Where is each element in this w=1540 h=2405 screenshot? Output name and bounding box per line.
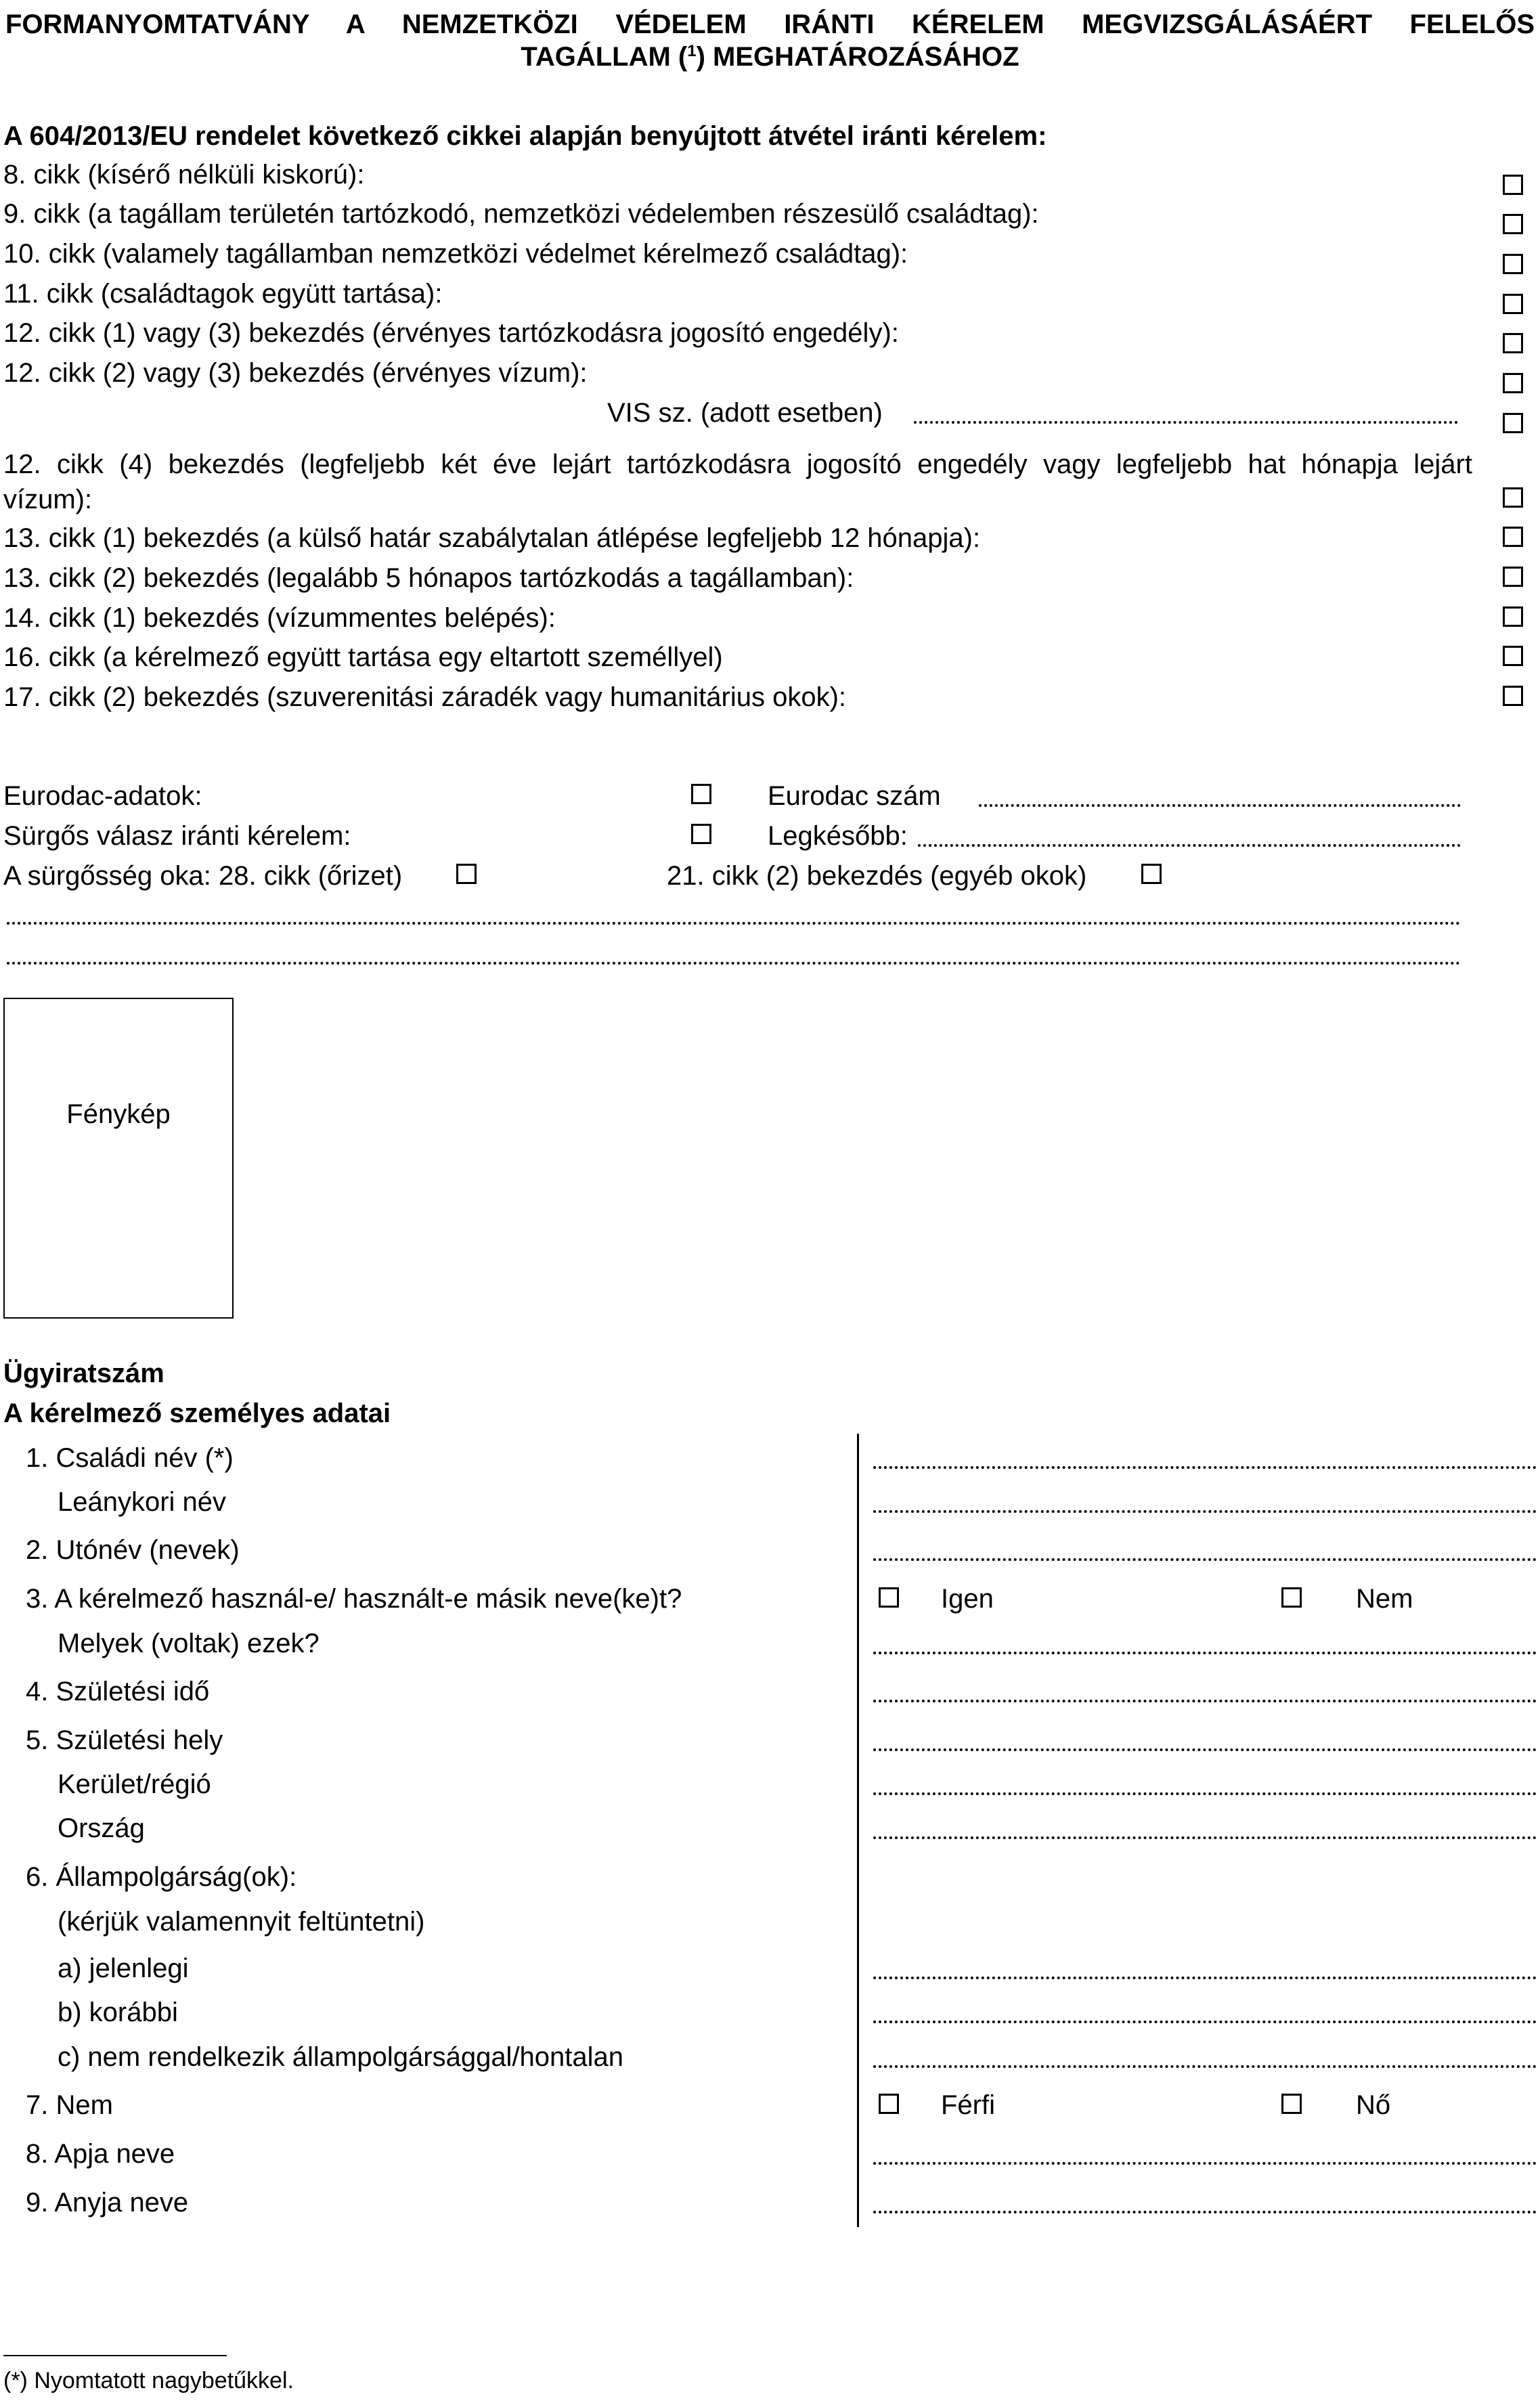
nationality-label: 6. Állampolgárság(ok): [26,1862,297,1892]
checkbox-article-12-2[interactable] [1503,373,1523,393]
article-9: 9. cikk (a tagállam területén tartózkodó, nemzetközi védelemben részesülő családtag): [3,199,1039,229]
stateless-label: c) nem rendelkezik állampolgársággal/hontalan [58,2042,624,2072]
reason-line-2[interactable] [7,962,1461,965]
mother-name-field[interactable] [873,2211,1537,2213]
father-name-label: 8. Apja neve [26,2139,175,2169]
district-region-label: Kerület/régió [58,1769,211,1799]
urgency-reason-label: A sürgősség oka: 28. cikk (őrizet) [3,861,403,891]
country-field[interactable] [873,1836,1537,1839]
checkbox-article-14-1[interactable] [1503,606,1523,627]
article-14-1: 14. cikk (1) bekezdés (vízummentes belépés): [3,603,556,633]
checkbox-urgent-reply[interactable] [691,824,711,844]
father-name-field[interactable] [873,2162,1537,2165]
option-yes-label: Igen [941,1584,994,1614]
checkbox-article-10[interactable] [1503,254,1523,274]
article-8: 8. cikk (kísérő nélküli kiskorú): [3,160,365,190]
photo-label: Fénykép [66,1099,171,1129]
maiden-name-label: Leánykori név [58,1487,227,1517]
eurodac-number-field[interactable] [979,804,1461,807]
nationality-previous-field[interactable] [873,2021,1537,2023]
photo-box [3,998,234,1319]
column-divider [857,1434,859,2227]
family-name-label: 1. Családi név (*) [26,1443,234,1473]
checkbox-article-13-2[interactable] [1503,567,1523,587]
checkbox-vis[interactable] [1503,413,1523,433]
checkbox-article-16[interactable] [1503,646,1523,666]
checkbox-other-names-yes[interactable] [879,1587,899,1608]
article-12-1: 12. cikk (1) vagy (3) bekezdés (érvényes tartózkodásra jogosító engedély): [3,318,899,348]
vis-number-field[interactable] [914,421,1458,424]
birth-place-field[interactable] [873,1748,1537,1751]
checkbox-article-12-4[interactable] [1503,487,1523,508]
article-13-2: 13. cikk (2) bekezdés (legalább 5 hónapos tartózkodás a tagállamban): [3,563,854,593]
family-name-field[interactable] [873,1466,1537,1469]
birth-date-label: 4. Születési idő [26,1677,210,1706]
reason-line-1[interactable] [7,922,1461,925]
checkbox-other-reasons[interactable] [1141,864,1162,884]
checkbox-eurodac-data[interactable] [691,784,711,804]
article-17-2: 17. cikk (2) bekezdés (szuverenitási záradék vagy humanitárius okok): [3,682,846,712]
sex-label: 7. Nem [26,2090,113,2120]
checkbox-article-13-1[interactable] [1503,527,1523,547]
form-title-line1: FORMANYOMTATVÁNY A NEMZETKÖZI VÉDELEM IRÁNTI KÉRELEM MEGVIZSGÁLÁSÁÉRT FELELŐS [5,9,1535,39]
country-label: Ország [58,1813,145,1843]
checkbox-sex-male[interactable] [879,2094,899,2114]
latest-date-label: Legkésőbb: [768,821,908,851]
latest-date-field[interactable] [918,844,1461,847]
stateless-field[interactable] [873,2065,1537,2068]
footnote: (*) Nyomtatott nagybetűkkel. [3,2368,294,2393]
nationality-note: (kérjük valamennyit feltüntetni) [58,1907,425,1937]
option-female-label: Nő [1356,2090,1391,2120]
checkbox-sex-female[interactable] [1281,2094,1302,2114]
checkbox-article-9[interactable] [1503,214,1523,234]
form-title-line2: TAGÁLLAM ($^1$) MEGHATÁROZÁSÁHOZ [521,42,1019,72]
which-names-field[interactable] [873,1652,1537,1654]
first-name-label: 2. Utónév (nevek) [26,1535,240,1565]
checkbox-other-names-no[interactable] [1281,1587,1302,1608]
checkbox-article-8[interactable] [1503,175,1523,195]
urgent-reply-label: Sürgős válasz iránti kérelem: [3,821,351,851]
article-13-1: 13. cikk (1) bekezdés (a külső határ szabálytalan átlépése legfeljebb 12 hónapja): [3,523,981,553]
birth-place-label: 5. Születési hely [26,1725,223,1755]
article-10: 10. cikk (valamely tagállamban nemzetközi védelmet kérelmező családtag): [3,239,908,269]
checkbox-article-11[interactable] [1503,294,1523,314]
nationality-current-label: a) jelenlegi [58,1954,189,1983]
footnote-rule [3,2355,227,2356]
case-number-heading: Ügyiratszám [3,1359,164,1388]
other-names-question: 3. A kérelmező használ-e/ használt-e másik neve(ke)t? [26,1584,682,1614]
nationality-previous-label: b) korábbi [58,1998,178,2027]
maiden-name-field[interactable] [873,1510,1537,1513]
district-region-field[interactable] [873,1792,1537,1795]
mother-name-label: 9. Anyja neve [26,2188,189,2218]
other-reasons-label: 21. cikk (2) bekezdés (egyéb okok) [667,861,1087,891]
checkbox-detention[interactable] [456,864,477,884]
checkbox-article-12-1[interactable] [1503,333,1523,353]
footnote-ref: 1 [687,42,697,60]
option-no-label: Nem [1356,1584,1413,1614]
article-11: 11. cikk (családtagok együtt tartása): [3,279,443,309]
request-heading: A 604/2013/EU rendelet következő cikkei alapján benyújtott átvétel iránti kérelem: [3,121,1047,151]
vis-number-label: VIS sz. (adott esetben) [607,398,883,428]
checkbox-article-17-2[interactable] [1503,686,1523,706]
first-name-field[interactable] [873,1558,1537,1561]
eurodac-data-label: Eurodac-adatok: [3,781,202,811]
option-male-label: Férfi [941,2090,995,2120]
nationality-current-field[interactable] [873,1977,1537,1979]
article-12-4-cont: vízum): [3,485,93,514]
eurodac-number-label: Eurodac szám [768,781,941,811]
article-12-2: 12. cikk (2) vagy (3) bekezdés (érvényes vízum): [3,358,588,388]
article-12-4: 12. cikk (4) bekezdés (legfeljebb két éve lejárt tartózkodásra jogosító engedély vagy legfeljebb hat hónapja lejárt [3,449,1472,479]
article-16: 16. cikk (a kérelmező együtt tartása egy eltartott személlyel) [3,642,723,672]
birth-date-field[interactable] [873,1700,1537,1702]
which-names-label: Melyek (voltak) ezek? [58,1629,320,1658]
personal-data-heading: A kérelmező személyes adatai [3,1398,391,1428]
